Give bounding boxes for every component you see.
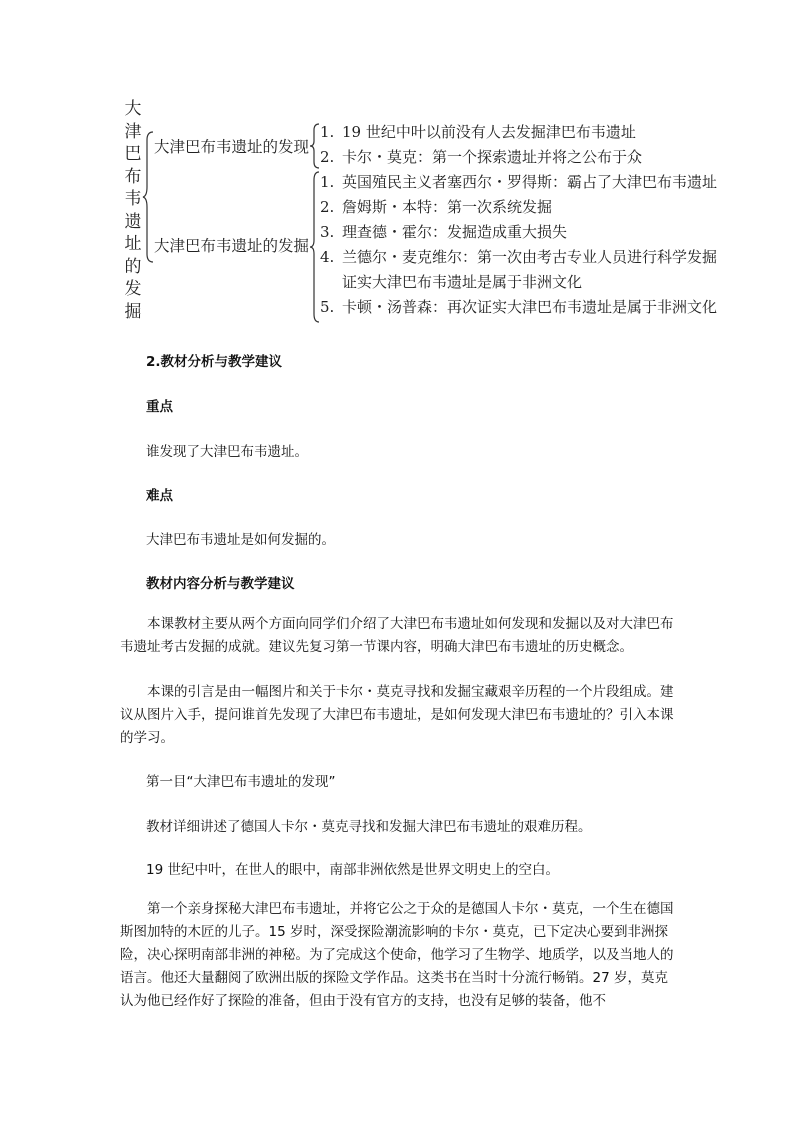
branch-excavation-label: 大津巴布韦遗址的发掘 [154, 237, 310, 255]
excavation-brace [310, 172, 320, 322]
key-point-text: 谁发现了大津巴布韦遗址。 [146, 444, 308, 460]
concept-diagram [0, 0, 794, 330]
title-char: 掘 [124, 301, 142, 322]
title-char: 的 [124, 256, 142, 277]
body-line: 教材详细讲述了德国人卡尔・莫克寻找和发掘大津巴布韦遗址的艰难历程。 [146, 819, 592, 835]
difficult-point-text: 大津巴布韦遗址是如何发掘的。 [146, 532, 335, 548]
title-char: 韦 [124, 189, 142, 209]
discovery-item: 2. 卡尔・莫克：第一个探索遗址并将之公布于众 [320, 148, 643, 166]
paragraph: 本课教材主要从两个方面向同学们介绍了大津巴布韦遗址如何发现和发掘以及对大津巴布韦遗址考古发掘的成就。建议先复习第一节课内容，明确大津巴布韦遗址的历史概念。 [120, 616, 674, 655]
branch-discovery-label: 大津巴布韦遗址的发现 [154, 138, 310, 156]
section-title: 2.教材分析与教学建议 [146, 354, 283, 370]
title-char: 布 [124, 166, 142, 187]
paragraph: 本课的引言是由一幅图片和关于卡尔・莫克寻找和发掘宝藏艰辛历程的一个片段组成。建议从图片入手，提问谁首先发现了大津巴布韦遗址，是如何发现大津巴布韦遗址的？引入本课的学习。 [120, 684, 674, 746]
excavation-item: 2. 詹姆斯・本特：第一次系统发掘 [320, 198, 553, 216]
title-char: 巴 [124, 144, 142, 164]
title-char: 址 [124, 234, 142, 254]
title-char: 遗 [124, 211, 142, 232]
title-char: 大 [124, 99, 142, 119]
discovery-brace [310, 124, 320, 168]
excavation-item: 1. 英国殖民主义者塞西尔・罗得斯：霸占了大津巴布韦遗址 [320, 173, 718, 191]
excavation-item-continuation: 证实大津巴布韦遗址是属于非洲文化 [342, 273, 583, 291]
paragraph: 第一个亲身探秘大津巴布韦遗址，并将它公之于众的是德国人卡尔・莫克，一个生在德国斯图加特的木匠的儿子。15 岁时，深受探险潮流影响的卡尔・莫克，已下定决心要到非洲探险，决心探明南部非洲的神秘。为了完成这个使命，他学习了生物学、地质学，以及当地人的语言。他还大量翻阅了欧洲出版的探险文学作品。这类书在当时十分流行畅销。27 岁，莫克认为他已经作好了探险的准备，但由于没有官方的支持，也没有足够的装备，他不 [120, 901, 674, 1009]
subsection-title: 第一目“大津巴布韦遗址的发现” [146, 774, 336, 790]
excavation-item: 4. 兰德尔・麦克维尔：第一次由考古专业人员进行科学发掘 [320, 248, 718, 266]
analysis-heading: 教材内容分析与教学建议 [146, 576, 295, 592]
diagram-vertical-title [122, 98, 144, 323]
title-char: 发 [124, 279, 142, 299]
key-point-heading: 重点 [146, 399, 173, 415]
difficult-point-heading: 难点 [146, 488, 173, 504]
title-char: 津 [124, 121, 142, 142]
excavation-item: 5. 卡顿・汤普森：再次证实大津巴布韦遗址是属于非洲文化 [320, 298, 718, 316]
excavation-item: 3. 理查德・霍尔：发掘造成重大损失 [320, 223, 568, 241]
discovery-item: 1. 19 世纪中叶以前没有人去发掘津巴布韦遗址 [320, 123, 636, 141]
body-line: 19 世纪中叶，在世人的眼中，南部非洲依然是世界文明史上的空白。 [146, 862, 559, 878]
